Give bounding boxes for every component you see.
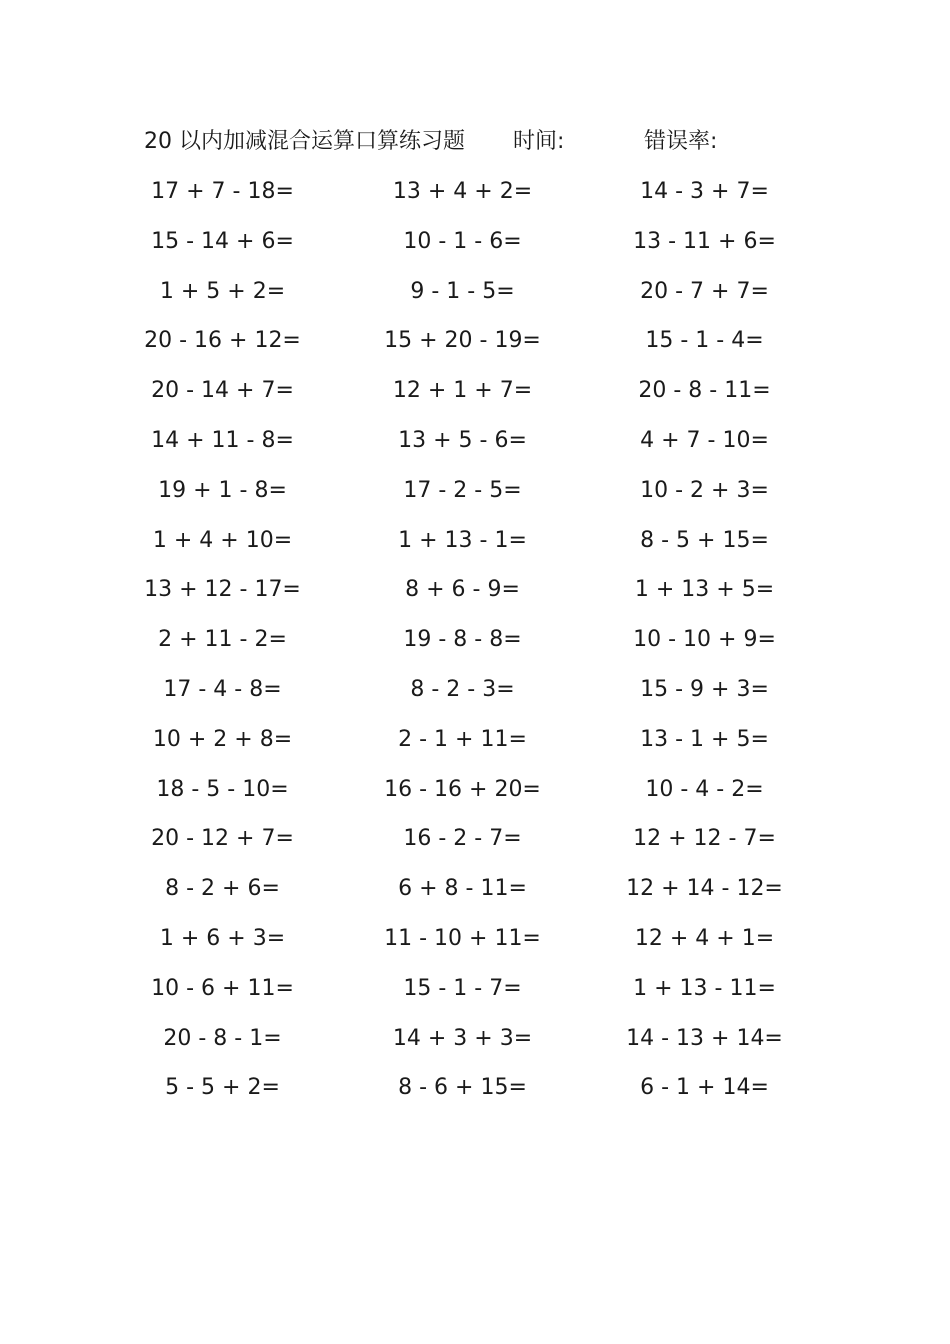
problem-row	[140, 672, 820, 722]
math-problem: 10 + 2 + 8=	[152, 726, 293, 752]
problem-row	[140, 174, 820, 224]
math-problem: 20 - 8 - 11=	[638, 378, 771, 404]
math-problem: 5 - 5 + 2=	[165, 1075, 280, 1101]
math-problem: 13 - 1 + 5=	[640, 726, 769, 752]
problem-row	[140, 224, 820, 274]
math-problem: 10 - 1 - 6=	[403, 228, 522, 254]
problem-row	[140, 622, 820, 672]
math-problem: 15 - 9 + 3=	[640, 676, 769, 702]
math-problem: 19 + 1 - 8=	[158, 477, 287, 503]
problem-row	[140, 971, 820, 1021]
math-problem: 1 + 13 + 5=	[634, 577, 775, 603]
math-problem: 10 - 10 + 9=	[633, 627, 776, 653]
problem-row	[140, 821, 820, 871]
math-problem: 16 - 2 - 7=	[403, 826, 522, 852]
math-problem: 1 + 13 - 1=	[398, 527, 527, 553]
math-problem: 19 - 8 - 8=	[403, 627, 522, 653]
math-problem: 1 + 13 - 11=	[633, 975, 776, 1001]
math-problem: 13 + 5 - 6=	[398, 427, 527, 453]
math-problem: 15 - 14 + 6=	[151, 228, 294, 254]
worksheet-header	[144, 124, 844, 160]
math-problem: 12 + 1 + 7=	[392, 378, 533, 404]
problem-row	[140, 921, 820, 971]
math-problem: 8 + 6 - 9=	[405, 577, 520, 603]
math-problem: 1 + 6 + 3=	[159, 925, 286, 951]
math-problem: 17 - 2 - 5=	[403, 477, 522, 503]
worksheet-title: 20 以内加减混合运算口算练习题	[144, 129, 465, 154]
math-problem: 8 - 2 - 3=	[410, 676, 515, 702]
math-problem: 2 - 1 + 11=	[398, 726, 527, 752]
math-problem: 14 + 3 + 3=	[392, 1025, 533, 1051]
problem-row	[140, 473, 820, 523]
math-problem: 13 + 12 - 17=	[144, 577, 301, 603]
math-problem: 20 - 8 - 1=	[163, 1025, 282, 1051]
time-label: 时间:	[513, 129, 565, 154]
math-problem: 1 + 4 + 10=	[152, 527, 293, 553]
math-problem: 8 - 2 + 6=	[165, 876, 280, 902]
math-problem: 6 + 8 - 11=	[398, 876, 527, 902]
math-problem: 11 - 10 + 11=	[384, 925, 541, 951]
math-problem: 17 + 7 - 18=	[151, 179, 294, 204]
error-rate-label: 错误率:	[644, 129, 718, 154]
math-problem: 12 + 12 - 7=	[633, 826, 776, 852]
math-problem: 20 - 14 + 7=	[151, 378, 294, 404]
math-problem: 10 - 2 + 3=	[640, 477, 769, 503]
math-problem: 12 + 14 - 12=	[626, 876, 783, 902]
problem-row	[140, 572, 820, 622]
problem-row	[140, 423, 820, 473]
math-problem: 8 - 6 + 15=	[398, 1075, 527, 1101]
math-problem: 10 - 4 - 2=	[645, 776, 764, 802]
math-problem: 14 + 11 - 8=	[151, 427, 294, 453]
math-problem: 18 - 5 - 10=	[156, 776, 289, 802]
math-problem: 20 - 12 + 7=	[151, 826, 294, 852]
problem-row	[140, 1021, 820, 1071]
problem-row	[140, 871, 820, 921]
math-problem: 16 - 16 + 20=	[384, 776, 541, 802]
problem-row	[140, 523, 820, 573]
problem-row	[140, 373, 820, 423]
math-problem: 8 - 5 + 15=	[640, 527, 769, 553]
math-problem: 13 - 11 + 6=	[633, 228, 776, 254]
math-problem: 12 + 4 + 1=	[634, 925, 775, 951]
problem-row	[140, 722, 820, 772]
problem-grid	[140, 174, 820, 1120]
math-problem: 14 - 3 + 7=	[640, 179, 769, 204]
math-problem: 15 - 1 - 7=	[403, 975, 522, 1001]
math-problem: 20 - 7 + 7=	[640, 278, 769, 304]
math-problem: 14 - 13 + 14=	[626, 1025, 783, 1051]
problem-row	[140, 1070, 820, 1120]
math-problem: 1 + 5 + 2=	[159, 278, 286, 304]
math-problem: 4 + 7 - 10=	[640, 427, 769, 453]
problem-row	[140, 323, 820, 373]
math-problem: 17 - 4 - 8=	[163, 676, 282, 702]
math-problem: 9 - 1 - 5=	[410, 278, 515, 304]
problem-row	[140, 274, 820, 324]
math-problem: 2 + 11 - 2=	[158, 627, 287, 653]
math-problem: 10 - 6 + 11=	[151, 975, 294, 1001]
math-problem: 13 + 4 + 2=	[392, 179, 533, 204]
problem-row	[140, 772, 820, 822]
math-problem: 6 - 1 + 14=	[640, 1075, 769, 1101]
math-problem: 15 + 20 - 19=	[384, 328, 541, 354]
math-problem: 20 - 16 + 12=	[144, 328, 301, 354]
math-problem: 15 - 1 - 4=	[645, 328, 764, 354]
